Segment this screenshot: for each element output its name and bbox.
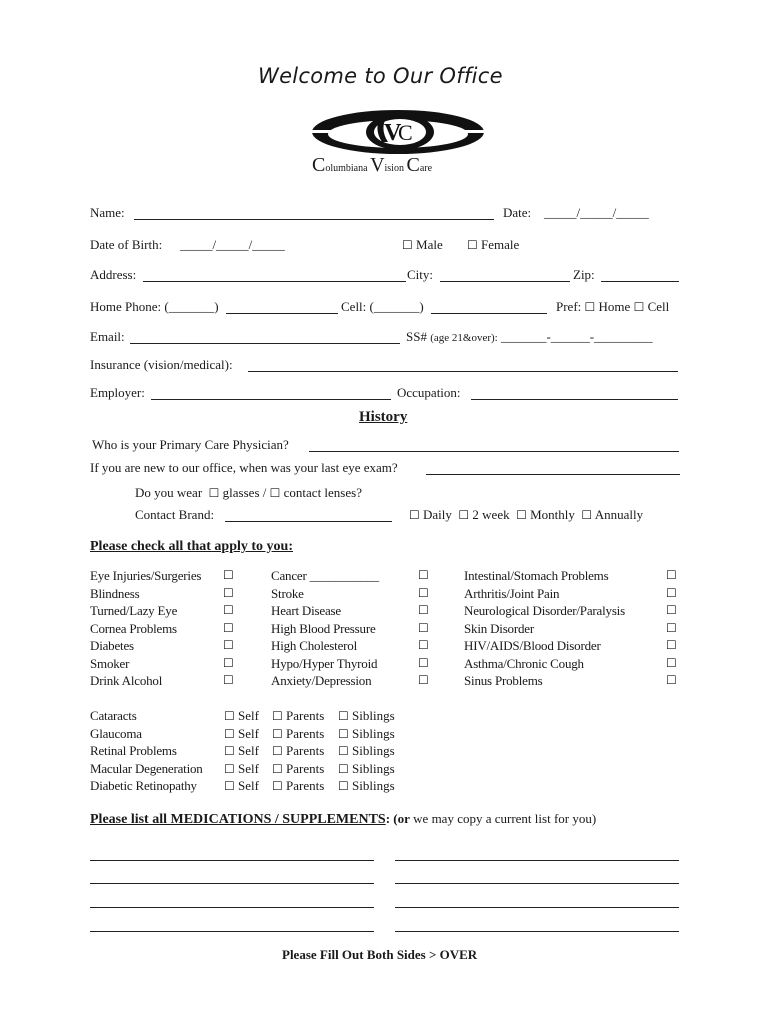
medication-line[interactable] [395,860,679,861]
glasses-checkbox-icon[interactable] [209,486,220,500]
home-phone-label: Home Phone: (_______) [90,299,219,314]
checkbox-icon[interactable] [224,762,235,776]
occupation-field[interactable] [471,399,678,400]
contact-lenses-checkbox-icon[interactable] [270,486,281,500]
email-field[interactable] [130,343,400,344]
family-self-option[interactable] [224,743,259,759]
condition-checkbox-icon[interactable] [418,621,429,635]
condition-checkbox-icon[interactable] [666,586,677,600]
pref-home-checkbox-icon[interactable] [585,300,596,314]
condition-checkbox-icon[interactable] [666,621,677,635]
dob-field[interactable]: _____/_____/_____ [180,237,285,252]
family-parents-option[interactable] [272,743,324,759]
medication-line[interactable] [90,860,374,861]
address-field[interactable] [143,281,406,282]
family-siblings-label: Siblings [352,725,395,741]
condition-label: Hypo/Hyper Thyroid [271,655,378,671]
family-self-option[interactable] [224,761,259,777]
family-siblings-option[interactable] [338,743,395,759]
family-condition-label: Macular Degeneration [90,760,203,776]
family-parents-label: Parents [286,725,325,741]
daily-checkbox-icon[interactable] [409,508,420,522]
ss-field[interactable]: _______-______-_________ [500,329,653,344]
logo-wordmark: Columbiana Vision Care [312,154,433,176]
pref-group [556,299,669,315]
family-self-option[interactable] [224,778,259,794]
family-siblings-label: Siblings [352,760,395,776]
family-self-option[interactable] [224,708,259,724]
condition-checkbox-icon[interactable] [666,638,677,652]
condition-checkbox-icon[interactable] [418,586,429,600]
family-self-label: Self [238,725,259,741]
svg-text:C: C [398,120,413,145]
checkbox-icon[interactable] [467,238,478,252]
condition-label: Cornea Problems [90,620,177,636]
condition-label: Blindness [90,585,140,601]
address-label: Address: [90,267,137,282]
family-siblings-label: Siblings [352,743,395,758]
condition-checkbox-icon[interactable] [666,603,677,617]
two-week-checkbox-icon[interactable] [458,508,469,522]
condition-checkbox-icon[interactable] [418,603,429,617]
condition-checkbox-icon[interactable] [418,656,429,670]
checkbox-icon[interactable] [272,744,283,758]
checkbox-icon[interactable] [402,238,413,252]
annually-checkbox-icon[interactable] [581,508,592,522]
employer-field[interactable] [151,399,391,400]
family-siblings-option[interactable] [338,708,395,724]
condition-checkbox-icon[interactable] [223,638,234,652]
female-option[interactable]: ☐ Female [467,237,519,253]
medication-line[interactable] [395,931,679,932]
condition-label: Neurological Disorder/Paralysis [464,603,625,618]
ss-label-group: SS# (age 21&over): _______-______-_________ [406,329,653,344]
family-parents-option[interactable] [272,708,324,724]
pref-cell-checkbox-icon[interactable] [634,300,645,314]
dob-label: Date of Birth: [90,237,163,252]
family-parents-option[interactable] [272,761,324,777]
family-parents-option[interactable] [272,726,324,742]
condition-label: Intestinal/Stomach Problems [464,568,609,583]
family-self-option[interactable] [224,726,259,742]
checkbox-icon[interactable] [224,779,235,793]
family-self-label: Self [238,743,259,758]
name-label: Name: [90,205,125,220]
condition-label: Asthma/Chronic Cough [464,655,584,671]
medications-heading-group: Please list all MEDICATIONS / SUPPLEMENTS: (or we may copy a current list for you) [90,811,597,827]
family-parents-label: Parents [286,708,325,723]
checkbox-icon[interactable] [338,727,349,741]
condition-checkbox-icon[interactable] [223,656,234,670]
condition-checkbox-icon[interactable] [666,568,677,582]
medication-line[interactable] [90,931,374,932]
condition-checkbox-icon[interactable] [223,621,234,635]
employer-label: Employer: [90,385,145,400]
condition-checkbox-icon[interactable] [223,603,234,617]
condition-checkbox-icon[interactable] [418,673,429,687]
checkbox-icon[interactable] [224,727,235,741]
contact-brand-label: Contact Brand: [135,507,215,522]
home-phone-field[interactable] [226,313,338,314]
page-title: Welcome to Our Office [258,64,503,88]
city-field[interactable] [440,281,570,282]
cell-phone-field[interactable] [431,313,547,314]
family-condition-label: Retinal Problems [90,743,177,758]
family-self-label: Self [238,760,259,776]
condition-label: HIV/AIDS/Blood Disorder [464,638,601,653]
checkbox-icon[interactable] [272,727,283,741]
cell-label: Cell: (_______) [341,299,424,314]
family-parents-label: Parents [286,760,325,776]
medication-line[interactable] [90,907,374,908]
family-self-label: Self [238,708,259,723]
family-parents-option[interactable] [272,778,324,794]
occupation-label: Occupation: [397,385,461,400]
condition-label: High Blood Pressure [271,620,376,636]
family-siblings-option[interactable] [338,778,395,794]
checkbox-icon[interactable] [338,709,349,723]
condition-label: Arthritis/Joint Pain [464,585,560,601]
condition-label: Smoker [90,655,130,671]
condition-label: Stroke [271,585,304,601]
condition-label: Sinus Problems [464,673,543,688]
condition-checkbox-icon[interactable] [666,673,677,687]
medication-line[interactable] [395,907,679,908]
family-condition-label: Diabetic Retinopathy [90,778,197,793]
svg-text:V: V [384,120,402,146]
family-condition-label: Glaucoma [90,725,142,741]
checkbox-icon[interactable] [224,709,235,723]
family-siblings-label: Siblings [352,778,395,793]
zip-label: Zip: [573,267,595,282]
email-label: Email: [90,329,125,344]
family-siblings-option[interactable] [338,726,395,742]
condition-checkbox-icon[interactable] [223,673,234,687]
wear-group: Do you wear ☐ glasses / ☐ contact lenses? [135,485,362,501]
columbiana-vision-care-logo [308,104,490,180]
condition-checkbox-icon[interactable] [223,568,234,582]
name-field[interactable] [134,219,494,220]
date-label: Date: [503,205,532,220]
family-parents-label: Parents [286,778,325,793]
condition-checkbox-icon[interactable] [666,656,677,670]
medication-line[interactable] [90,883,374,884]
footer-note: Please Fill Out Both Sides > OVER [282,947,478,962]
checkbox-icon[interactable] [338,779,349,793]
zip-field[interactable] [601,281,679,282]
checkbox-icon[interactable] [224,744,235,758]
medication-line[interactable] [395,883,679,884]
condition-label: Cancer ___________ [271,568,379,583]
condition-checkbox-icon[interactable] [223,586,234,600]
insurance-label: Insurance (vision/medical): [90,357,233,372]
city-label: City: [407,267,434,282]
last-exam-field[interactable] [426,474,680,475]
checkbox-icon[interactable] [338,744,349,758]
family-siblings-label: Siblings [352,708,395,723]
frequency-options: ☐ Daily ☐ 2 week ☐ Monthly ☐ Annually [409,507,643,523]
checkbox-icon[interactable] [272,762,283,776]
condition-label: Eye Injuries/Surgeries [90,568,202,583]
family-condition-label: Cataracts [90,708,137,723]
family-siblings-option[interactable] [338,761,395,777]
pref-cell-label: Cell [647,299,670,314]
medications-heading: Please list all MEDICATIONS / SUPPLEMENTS [90,812,386,827]
conditions-heading: Please check all that apply to you: [90,539,293,554]
pref-home-label: Home [598,299,631,314]
insurance-field[interactable] [248,371,678,372]
condition-checkbox-icon[interactable] [418,638,429,652]
condition-checkbox-icon[interactable] [418,568,429,582]
checkbox-icon[interactable] [272,779,283,793]
contact-brand-field[interactable] [225,521,392,522]
condition-label: High Cholesterol [271,638,357,653]
condition-label: Diabetes [90,638,134,653]
monthly-checkbox-icon[interactable] [516,508,527,522]
last-exam-label: If you are new to our office, when was your last eye exam? [90,460,398,475]
checkbox-icon[interactable] [272,709,283,723]
male-option[interactable]: ☐ Male [402,237,443,253]
condition-label: Anxiety/Depression [271,673,372,688]
pcp-field[interactable] [309,451,679,452]
history-heading: History [359,409,408,425]
family-parents-label: Parents [286,743,325,758]
condition-label: Heart Disease [271,603,341,618]
date-field[interactable]: _____/_____/_____ [544,205,649,220]
condition-label: Turned/Lazy Eye [90,603,178,618]
pcp-label: Who is your Primary Care Physician? [92,437,289,452]
family-self-label: Self [238,778,259,793]
condition-label: Drink Alcohol [90,673,163,688]
condition-label: Skin Disorder [464,620,534,636]
pref-label: Pref: [556,299,582,314]
checkbox-icon[interactable] [338,762,349,776]
